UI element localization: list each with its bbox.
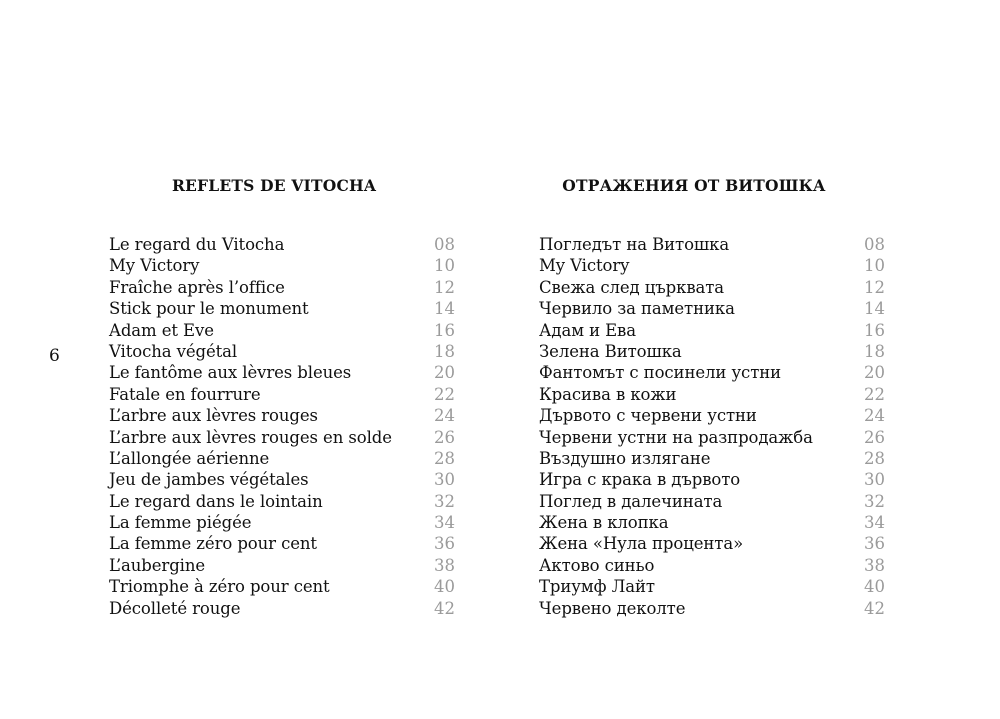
toc-entry-title: Жена «Нула процента» [539,534,744,554]
toc-entry [539,234,885,255]
toc-entry-page: 40 [864,577,885,597]
toc-entry-title: Le regard du Vitocha [109,235,285,254]
toc-entry [109,405,455,426]
toc-entry-title: L’aubergine [109,555,206,575]
toc-entry-title: Le regard dans le lointain [109,491,323,511]
toc-entry-page: 10 [864,256,885,276]
toc-entry-title: Поглед в далечината [539,491,723,511]
toc-entry [539,362,885,383]
toc-column-french [109,176,455,618]
toc-entry-page: 22 [864,384,885,404]
toc-entry [109,448,455,469]
toc-entry [109,576,455,597]
toc-entry-title: Игра с крака в дървото [539,470,741,490]
toc-entry-page: 32 [434,491,455,511]
toc-entry [109,298,455,319]
toc-entry-title: Въздушно излягане [539,448,711,468]
toc-entry-page: 16 [864,320,885,340]
toc-entry-title: Зелена Витошка [539,341,682,361]
toc-title-bulgarian: ОТРАЖЕНИЯ ОТ ВИТОШКА [562,176,826,195]
toc-entry-title: Красива в кожи [539,384,677,404]
toc-entry-title: Фантомът с посинели устни [539,363,782,383]
toc-entry-page: 42 [864,598,885,618]
toc-entry-page: 34 [864,513,885,533]
toc-entry [109,427,455,448]
toc-entry-page: 24 [434,406,455,426]
toc-entry-title: Жена в клопка [539,513,669,533]
toc-entry [539,427,885,448]
toc-entry-page: 34 [434,513,455,533]
toc-entry [539,277,885,298]
toc-entry-page: 42 [434,598,455,618]
toc-entry-title: Adam et Eve [109,320,214,340]
toc-entry [109,469,455,490]
toc-entry-title: My Victory [109,256,200,276]
toc-entry-title: L’arbre aux lèvres rouges [109,406,318,426]
toc-entry-page: 38 [864,555,885,575]
toc-entry-page: 14 [864,299,885,319]
toc-entry-title: Червени устни на разпродажба [539,427,813,447]
toc-entry-page: 26 [434,427,455,447]
toc-entry-title: Fraîche après l’office [109,277,285,297]
toc-entry-title: My Victory [539,256,630,276]
toc-entry [539,491,885,512]
toc-entry [109,234,455,255]
toc-entry-page: 16 [434,320,455,340]
toc-entry [109,598,455,619]
toc-entry-title: Триумф Лайт [539,577,655,597]
toc-entry-title: Погледът на Витошка [539,235,730,254]
toc-entry-page: 30 [434,470,455,490]
toc-entry-page: 12 [864,277,885,297]
toc-column-bulgarian [539,176,885,618]
toc-entry [539,533,885,554]
toc-entry-page: 24 [864,406,885,426]
toc-entry [539,384,885,405]
toc-entry-page: 14 [434,299,455,319]
toc-entry [109,555,455,576]
toc-entry-page: 38 [434,555,455,575]
toc-entry-page: 20 [434,363,455,383]
toc-entry-page: 12 [434,277,455,297]
toc-entry-title: Свежа след църквата [539,277,725,297]
toc-entry-page: 20 [864,363,885,383]
toc-entry-title: L’allongée aérienne [109,448,270,468]
toc-entry-page: 08 [434,235,455,254]
toc-entry-page: 40 [434,577,455,597]
toc-entry-page: 32 [864,491,885,511]
toc-entry-title: Le fantôme aux lèvres bleues [109,363,352,383]
toc-entry-page: 18 [434,341,455,361]
toc-entry-title: Vitocha végétal [109,341,238,361]
toc-entry [539,512,885,533]
toc-entry-title: L’arbre aux lèvres rouges en solde [109,427,392,447]
toc-entry [539,255,885,276]
toc-entry-page: 36 [864,534,885,554]
toc-entry-title: Triomphe à zéro pour cent [109,577,330,597]
toc-entry-page: 28 [434,448,455,468]
toc-entry-page: 28 [864,448,885,468]
toc-entry [539,448,885,469]
toc-entry [539,320,885,341]
toc-entry-title: Дървото с червени устни [539,406,757,426]
toc-entry [109,277,455,298]
toc-entry [109,341,455,362]
toc-entry-title: Актово синьо [539,555,655,575]
toc-entry-title: La femme zéro pour cent [109,534,317,554]
toc-entry [539,555,885,576]
toc-entry [109,255,455,276]
toc-list-french [109,234,455,619]
toc-entry-title: Stick pour le monument [109,299,309,319]
toc-entry [109,491,455,512]
toc-entry-title: La femme piégée [109,513,252,533]
toc-entry-title: Червило за паметника [539,299,735,319]
toc-entry [539,469,885,490]
toc-entry-page: 36 [434,534,455,554]
toc-entry [109,512,455,533]
toc-entry-page: 30 [864,470,885,490]
toc-list-bulgarian [539,234,885,619]
toc-entry [109,362,455,383]
toc-entry [539,405,885,426]
toc-entry [539,598,885,619]
toc-entry [109,384,455,405]
toc-entry-page: 08 [864,235,885,254]
page-number: 6 [49,346,60,366]
toc-entry-page: 26 [864,427,885,447]
toc-entry [539,341,885,362]
toc-title-french: REFLETS DE VITOCHA [171,176,377,195]
toc-entry [109,320,455,341]
toc-entry-title: Fatale en fourrure [109,384,261,404]
toc-entry-title: Décolleté rouge [109,598,241,618]
toc-entry [109,533,455,554]
toc-entry [539,298,885,319]
toc-entry-title: Червено деколте [539,598,686,618]
toc-entry-page: 22 [434,384,455,404]
toc-entry-title: Адам и Ева [539,320,636,340]
toc-entry-page: 18 [864,341,885,361]
toc-entry-title: Jeu de jambes végétales [109,470,309,490]
toc-entry [539,576,885,597]
toc-entry-page: 10 [434,256,455,276]
